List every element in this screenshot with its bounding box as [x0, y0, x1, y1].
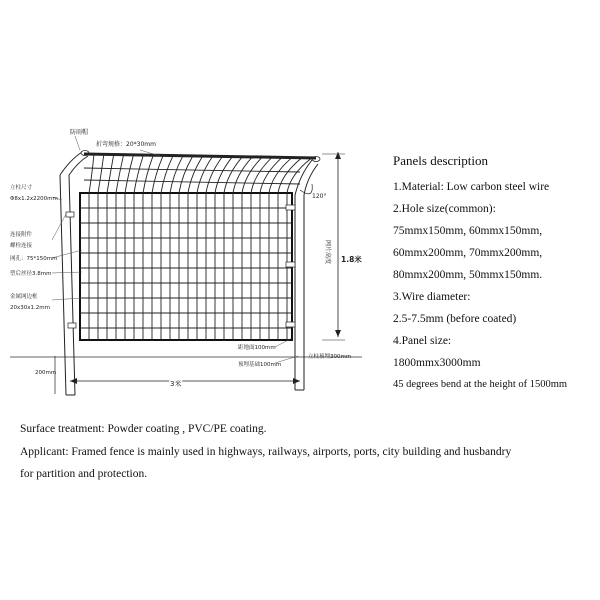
bent-wire — [98, 155, 104, 193]
description-line: 45 degrees bend at the height of 1500mm — [393, 379, 568, 390]
label-wire-diameter: 塑后丝径3.8mm — [10, 271, 52, 277]
bend-cross-wire — [84, 180, 300, 184]
top-rail — [84, 154, 316, 158]
description-line: 75mmx150mm, 60mmx150mm, — [393, 225, 543, 237]
description-line: 1.Material: Low carbon steel wire — [393, 181, 550, 193]
description-line: 80mmx200mm, 50mmx150mm. — [393, 269, 543, 281]
bent-wire — [89, 155, 94, 193]
clip-left-1 — [66, 212, 74, 217]
label-width: 3米 — [170, 380, 182, 388]
mesh-grid — [80, 193, 292, 340]
description-line: 60mmx200mm, 70mmx200mm, — [393, 247, 543, 259]
panels-description — [393, 150, 598, 396]
applicant-line-1: Applicant: Framed fence is mainly used in highways, railways, airports, ports, city building and husbandry — [20, 445, 512, 458]
label-mesh-hole: 网孔：75*150mm — [10, 256, 58, 262]
description-line: 2.5-7.5mm (before coated) — [393, 313, 517, 325]
bent-wire — [152, 156, 163, 193]
bent-wire — [170, 157, 182, 193]
label-panel-height-value: 1.8米 — [341, 255, 362, 264]
bent-wire — [215, 158, 232, 193]
description-line: 1800mmx3000mm — [393, 357, 481, 369]
label-foundation: 预埋基础100mm — [238, 362, 282, 368]
clip-right-2 — [286, 262, 295, 267]
bent-wire — [188, 157, 202, 193]
label-panel-height: 网片高度 — [324, 240, 331, 265]
description-line: 4.Panel size: — [393, 335, 452, 347]
bent-wire — [116, 156, 123, 193]
bent-wires — [84, 155, 311, 193]
clip-right-3 — [286, 322, 295, 327]
clip-right-1 — [286, 205, 295, 210]
surface-treatment: Surface treatment: Powder coating , PVC/PE coating. — [20, 423, 267, 435]
label-frame-tube-spec: 折弯规格：20*30mm — [96, 141, 156, 148]
bent-wire — [287, 159, 311, 193]
label-angle: 120° — [312, 193, 327, 200]
bent-wire — [134, 156, 143, 193]
bent-wire — [179, 157, 192, 193]
label-post-size: 立柱尺寸 — [10, 185, 33, 191]
label-ground-gap: 距地面100mm — [238, 345, 276, 351]
label-metal-frame-value: 20x30x1.2mm — [10, 305, 50, 311]
applicant-line-2: for partition and protection. — [20, 468, 148, 480]
label-post-embed: 立柱预埋300mm — [308, 354, 352, 360]
label-post-size-value: Φ8x1.2x2200mm — [10, 196, 58, 202]
bent-wire — [107, 156, 114, 193]
bent-wire — [269, 159, 291, 193]
description-title: Panels description — [393, 153, 488, 168]
bent-wire — [143, 156, 153, 193]
footer-text — [20, 418, 590, 486]
description-line: 3.Wire diameter: — [393, 291, 471, 303]
fence-technical-drawing — [0, 110, 385, 400]
label-metal-frame: 金属网边框 — [10, 294, 38, 300]
bent-wire — [242, 158, 261, 193]
bent-wire — [125, 156, 133, 193]
label-rain-cap: 防雨帽 — [70, 129, 89, 136]
clip-left-2 — [68, 323, 76, 328]
description-line: 2.Hole size(common): — [393, 203, 496, 215]
label-depth: 200mm — [35, 370, 57, 376]
label-bolt-connection: 螺栓连接 — [10, 243, 33, 249]
label-connector: 连接附件 — [10, 232, 33, 238]
bend-cross-wire — [84, 168, 300, 172]
